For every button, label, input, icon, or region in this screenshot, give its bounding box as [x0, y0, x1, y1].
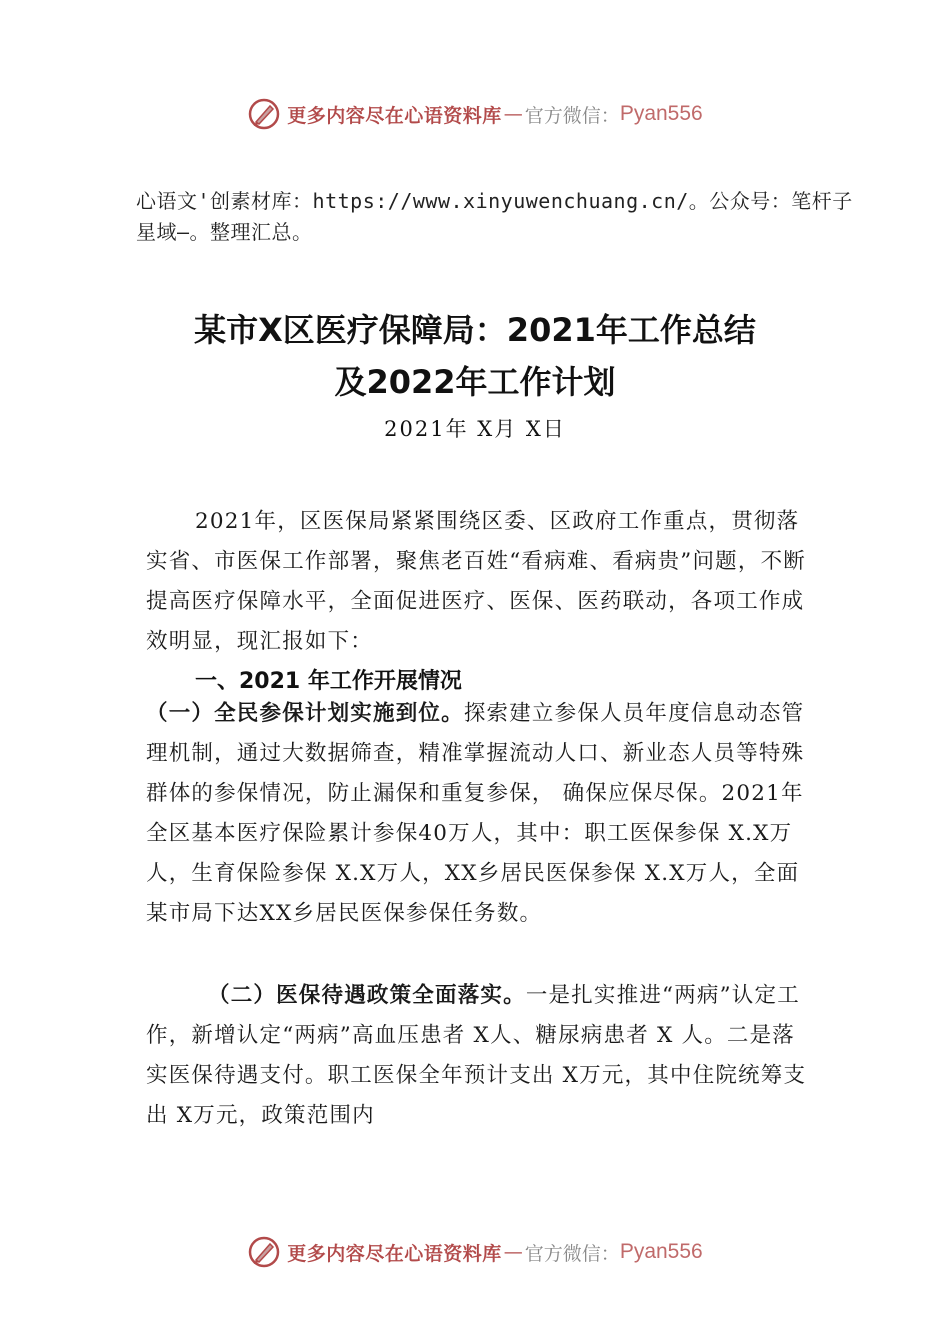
- item1-paragraph: [146, 694, 812, 934]
- banner-text: 更多内容尽在心语资料库: [287, 104, 502, 127]
- document-title-line2: 及2022年工作计划: [334, 363, 616, 401]
- header-banner: [0, 94, 950, 134]
- section-heading: 一、2021 年工作开展情况: [195, 669, 462, 694]
- source-note: 心语文'创素材库：https://www.xinyuwenchuang.cn/。公众号：笔杆子星域—。整理汇总。: [136, 189, 853, 244]
- item2-paragraph: [146, 976, 812, 1136]
- footer-banner: [0, 1232, 950, 1272]
- banner-separator: —: [503, 1241, 523, 1263]
- banner-separator: —: [503, 103, 523, 125]
- pen-logo-icon: [247, 1235, 281, 1269]
- banner-label: 官方微信：: [524, 1242, 620, 1265]
- banner-handle: Pyan556: [619, 102, 703, 125]
- item2-lead: （二）医保待遇政策全面落实。: [208, 983, 526, 1008]
- intro-paragraph: 2021年，区医保局紧紧围绕区委、区政府工作重点，贯彻落实省、市医保工作部署，聚焦老百姓“看病难、看病贵”问题，不断提高医疗保障水平，全面促进医疗、医保、医药联动，各项工作成效明显，现汇报如下：: [146, 509, 806, 654]
- banner-label: 官方微信：: [524, 104, 620, 127]
- document-title-line1: 某市X区医疗保障局：2021年工作总结: [194, 311, 756, 349]
- item1-text: 探索建立参保人员年度信息动态管理机制，通过大数据筛查，精准掌握流动人口、新业态人员等特殊群体的参保情况，防止漏保和重复参保， 确保应保尽保。2021年全区基本医疗保险累计参保40万人，其中：职工医保参保 X.X万人，生育保险参保 X.X万人，XX乡居民医保参保 X.X万人，全面某市局下达XX乡居民医保参保任务数。: [146, 701, 805, 926]
- document-date: 2021年 X月 X日: [384, 417, 566, 441]
- banner-text: 更多内容尽在心语资料库: [287, 1242, 502, 1265]
- item2-text: 一是扎实推进“两病”认定工作，新增认定“两病”高血压患者 X人、糖尿病患者 X 人。二是落实医保待遇支付。职工医保全年预计支出 X万元，其中住院统筹支出 X万元，政策范围内: [146, 983, 807, 1128]
- item1-lead: （一）全民参保计划实施到位。: [146, 701, 464, 726]
- banner-handle: Pyan556: [619, 1240, 703, 1263]
- pen-logo-icon: [247, 97, 281, 131]
